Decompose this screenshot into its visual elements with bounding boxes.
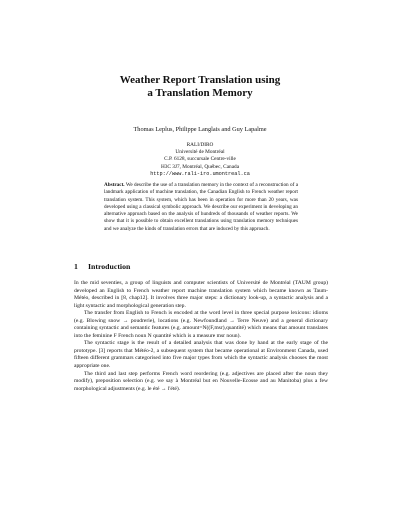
section-title: Introduction — [88, 262, 131, 271]
affiliation-city: H3C 3J7, Montréal, Québec, Canada — [160, 163, 240, 170]
section-number: 1 — [74, 262, 78, 271]
title-line-1: Weather Report Translation using — [119, 74, 281, 86]
section-body — [74, 280, 328, 393]
abstract-text: We describe the use of a translation memory in the context of a reconstruction of a landmark application of machine translation, the Canadian English to French weather report translation system. This system, which has been in operation for more than 20 years, was developed using a classical symbolic approach. We describe our experiment in developing an alternative approach based on the analysis of hundreds of thousands of weather reports. We show that it is possible to obtain excellent translations using translation memory techniques and we analyze the kinds of translation errors that are induced by this approach. — [104, 182, 298, 232]
body-paragraph-1: In the mid seventies, a group of linguists and computer scientists of Université de Montréal (TAUM group) developed an English to French weather report machine translation system which became known as Taum-Météo, described in [8, chap12]. It involves three major steps: a dictionary look-up, a syntactic analysis and a light syntactic and morphological generation step. — [74, 280, 328, 309]
body-paragraph-4: The third and last step performs French word reordering (e.g. adjectives are placed after the noun they modify), preposition selection (e.g. we say à Montréal but en Nouvelle-Ecosse and au Manitoba) plus a few morphological adjustments (e.g. le été → l'été). — [74, 370, 328, 392]
body-paragraph-3: The syntactic stage is the result of a detailed analysis that was done by hand at the early stage of the prototype. [3] reports that Météo-2, a subsequent system that became operational at Environment Canada, used fifteen different grammars categorised into five major types from which the syntactic analysis chooses the most appropriate one. — [74, 340, 328, 370]
affiliation-postal: C.P. 6128, succursale Centre-ville — [164, 156, 236, 163]
affiliation-block — [0, 142, 400, 178]
abstract — [104, 182, 298, 233]
body-paragraph-2: The transfer from English to French is encoded at the word level in three special purpose lexicons: idioms (e.g. Blowing snow → poudrerie), locations (e.g. Newfoundland → Terre Neuve) and a general dictionary containing syntactic and semantic features (e.g. amount=N((F,msr),quantité) which means that amount translates into the feminine F French noun N quantité which is a measure msr noun). — [74, 310, 328, 339]
abstract-label: Abstract. — [104, 182, 125, 188]
section-heading — [74, 262, 130, 272]
author-list: Thomas Leplus, Philippe Langlais and Guy Lapalme — [133, 126, 267, 133]
title-line-2: a Translation Memory — [147, 87, 253, 99]
affiliation-url: http://www.rali-iro.umontreal.ca — [150, 170, 250, 177]
affiliation-university: Université de Montréal — [175, 149, 225, 156]
paper-title — [0, 74, 400, 100]
affiliation-lab: RALI/DIRO — [186, 142, 214, 148]
